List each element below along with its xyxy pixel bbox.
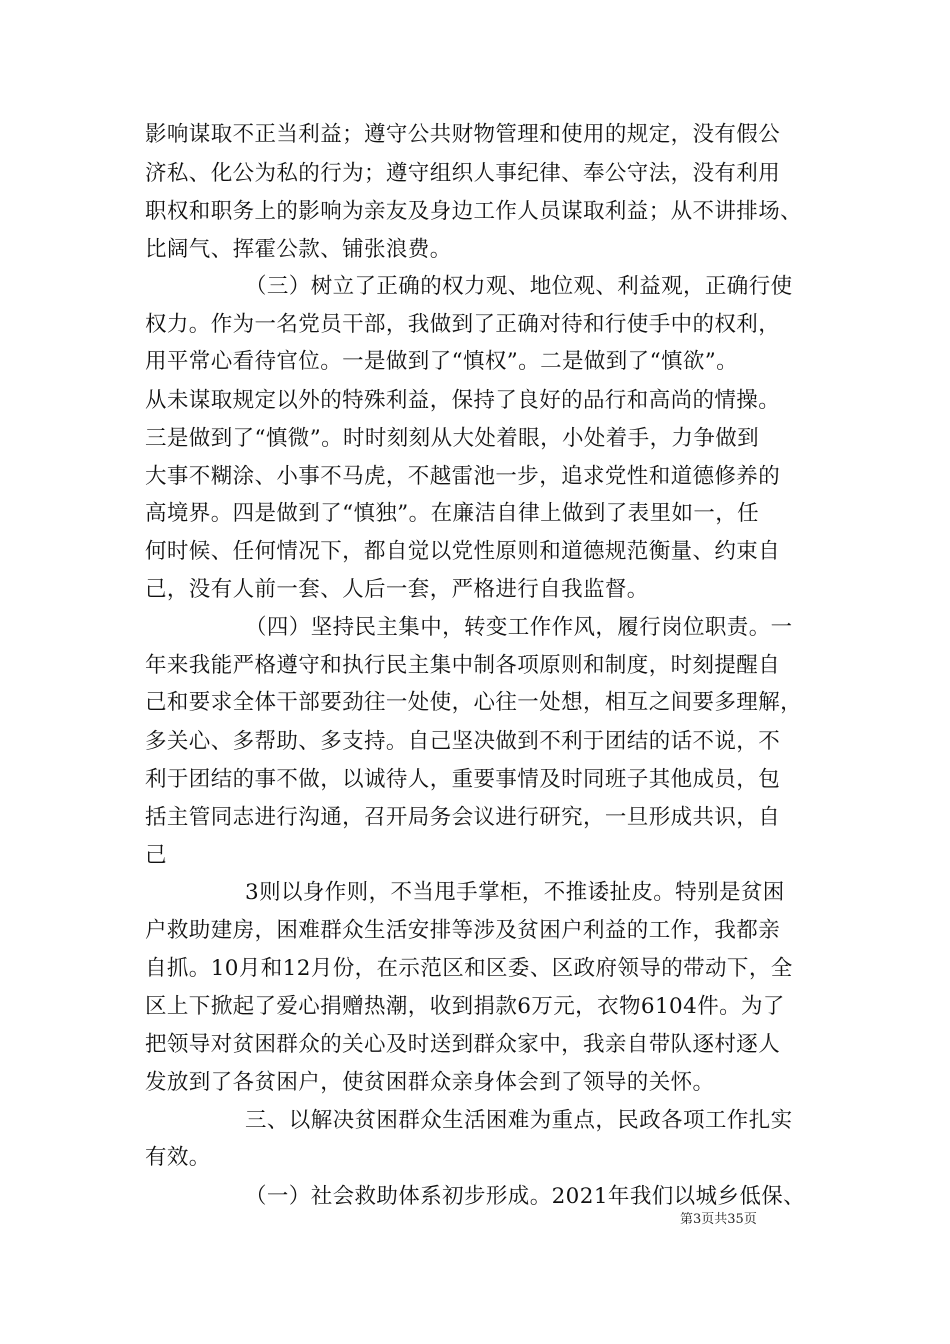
body-text-line: 大事不糊涂、小事不马虎，不越雷池一步，追求党性和道德修养的 (145, 464, 781, 489)
body-text-line: 何时候、任何情况下，都自觉以党性原则和道德规范衡量、约束自 (145, 539, 781, 564)
body-text-line: 比阔气、挥霍公款、铺张浪费。 (145, 237, 452, 262)
body-text-line: 3则以身作则，不当甩手掌柜，不推诿扯皮。特别是贫困 (245, 880, 785, 905)
body-text-line: 济私、化公为私的行为；遵守组织人事纪律、奉公守法，没有利用 (145, 161, 781, 186)
body-text-line: 三是做到了“慎微”。时时刻刻从大处着眼，小处着手，力争做到 (145, 426, 760, 451)
body-text-line: 把领导对贫困群众的关心及时送到群众家中，我亲自带队逐村逐人 (145, 1032, 781, 1057)
body-text-line: 高境界。四是做到了“慎独”。在廉洁自律上做到了表里如一，任 (145, 501, 760, 526)
body-text-line: 年来我能严格遵守和执行民主集中制各项原则和制度，时刻提醒自 (145, 653, 781, 678)
body-text-line: 利于团结的事不做，以诚待人，重要事情及时同班子其他成员，包 (145, 767, 781, 792)
body-text-line: 权力。作为一名党员干部，我做到了正确对待和行使手中的权利， (145, 312, 781, 337)
body-text-line: 区上下掀起了爱心捐赠热潮，收到捐款6万元，衣物6104件。为了 (145, 994, 785, 1019)
body-text-line: 职权和职务上的影响为亲友及身边工作人员谋取利益；从不讲排场、 (145, 199, 803, 224)
body-text-line: 自抓。10月和12月份，在示范区和区委、区政府领导的带动下，全 (145, 956, 793, 981)
section-heading: （四）坚持民主集中，转变工作作风，履行岗位职责。一 (245, 615, 793, 640)
body-text-line: 发放到了各贫困户，使贫困群众亲身体会到了领导的关怀。 (145, 1070, 715, 1095)
body-text-line: 有效。 (145, 1145, 211, 1170)
body-text-line: 用平常心看待官位。一是做到了“慎权”。二是做到了“慎欲”。 (145, 349, 739, 374)
section-heading: （三）树立了正确的权力观、地位观、利益观，正确行使 (245, 274, 793, 299)
body-text-line: 户救助建房，困难群众生活安排等涉及贫困户利益的工作，我都亲 (145, 918, 781, 943)
body-text-line: 多关心、多帮助、多支持。自己坚决做到不利于团结的话不说，不 (145, 729, 781, 754)
body-text-line: 括主管同志进行沟通，召开局务会议进行研究，一旦形成共识，自 (145, 805, 781, 830)
body-text-line: 己和要求全体干部要劲往一处使，心往一处想，相互之间要多理解， (145, 690, 803, 715)
section-heading: （一）社会救助体系初步形成。2021年我们以城乡低保、 (245, 1184, 806, 1209)
page-number: 第3页共35页 (680, 1212, 757, 1227)
body-text-line: 影响谋取不正当利益；遵守公共财物管理和使用的规定，没有假公 (145, 122, 781, 147)
body-text-line: 从未谋取规定以外的特殊利益，保持了良好的品行和高尚的情操。 (145, 388, 781, 413)
section-heading: 三、以解决贫困群众生活困难为重点，民政各项工作扎实 (245, 1108, 793, 1133)
body-text-line: 己，没有人前一套、人后一套，严格进行自我监督。 (145, 577, 649, 602)
body-text-line: 己 (145, 843, 167, 868)
